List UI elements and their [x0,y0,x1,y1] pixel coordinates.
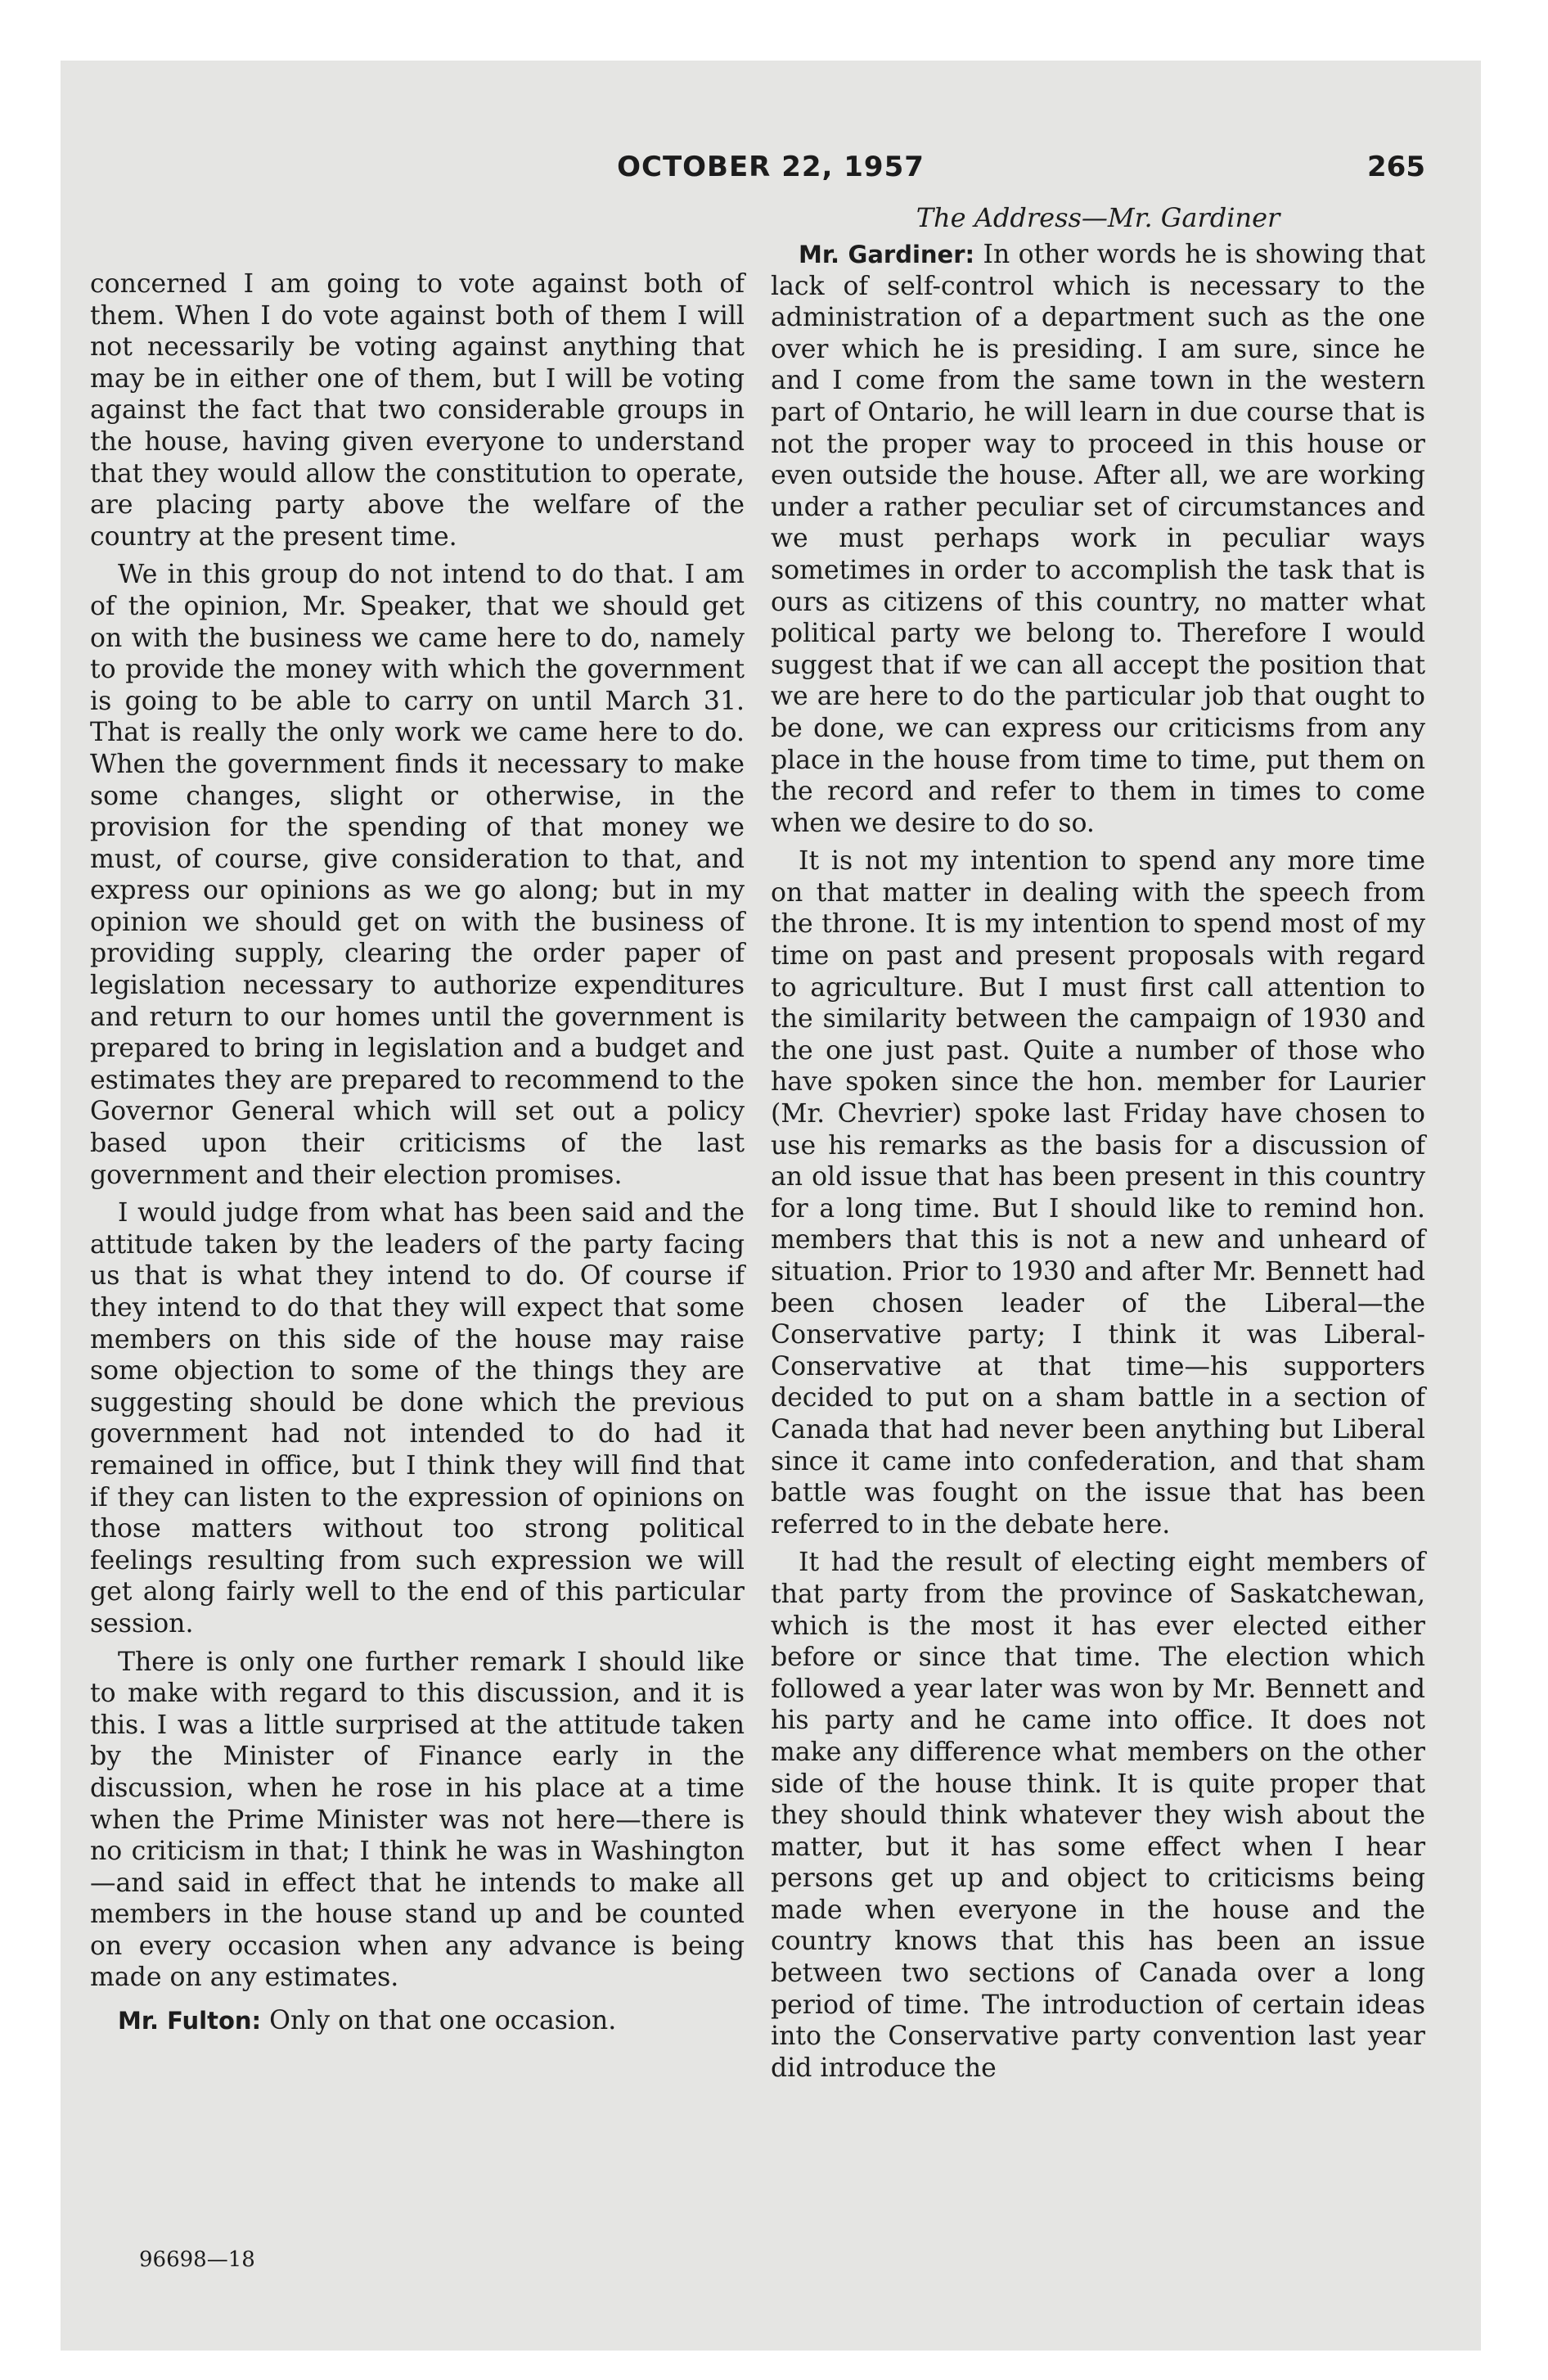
right-column [771,201,1425,2090]
gardiner-text: In other words he is showing that lack of self-control which is necessary to the administration of a department such as the one over which he is presiding. I am sure, since he and I come from the same town in the western part of Ontario, he will learn in due course that is not the proper way to proceed in this house or even outside the house. After all, we are working under a rather peculiar set of circumstances and we must perhaps work in peculiar ways sometimes in order to accomplish the task that is ours as citizens of this country, no matter what political party we belong to. Therefore I would suggest that if we can all accept the position that we are here to do the particular job that ought to be done, we can express our criticisms from any place in the house from time to time, put them on the record and refer to them in times to come when we desire to do so. [771,240,1425,838]
page-number: 265 [1367,151,1425,183]
page-header [61,151,1481,200]
speaker-fulton: Mr. Fulton: [118,2007,262,2035]
left-paragraph-1: concerned I am going to vote against both of them. When I do vote against both of them I will not necessarily be voting against anything that may be in either one of them, but I will be voting against the fact that two considerable groups in the house, having given everyone to understand that they would allow the constitution to operate, are placing party above the welfare of the country at the present time. [90,269,745,552]
left-paragraph-3: I would judge from what has been said and the attitude taken by the leaders of the party facing us that is what they intend to do. Of course if they intend to do that they will expect that some members on this side of the house may raise some objection to some of the things they are suggesting should be done which the previous government had not intended to do had it remained in office, but I think they will find that if they can listen to the expression of opinions on those matters without too strong political feelings resulting from such expression we will get along fairly well to the end of this particular session. [90,1198,745,1639]
left-paragraph-4: There is only one further remark I should like to make with regard to this discussion, and it is this. I was a little surprised at the attitude taken by the Minister of Finance early in the discussion, when he rose in his place at a time when the Prime Minister was not here—there is no criticism in that; I think he was in Washington—and said in effect that he intends to make all members in the house stand up and be counted on every occasion when any advance is being made on any estimates. [90,1647,745,1993]
header-date: OCTOBER 22, 1957 [617,151,925,183]
fulton-text: Only on that one occasion. [261,2006,617,2036]
right-paragraph-1 [771,239,1425,839]
fulton-interjection [90,2005,745,2037]
page-sheet [61,61,1481,2351]
right-paragraph-2: It is not my intention to spend any more time on that matter in dealing with the speech from the throne. It is my intention to spend most of my time on past and present proposals with regard to agriculture. But I must first call attention to the similarity between the campaign of 1930 and the one just past. Quite a number of those who have spoken since the hon. member for Laurier (Mr. Chevrier) spoke last Friday have chosen to use his remarks as the basis for a discussion of an old issue that has been present in this country for a long time. But I should like to remind hon. members that this is not a new and unheard of situation. Prior to 1930 and after Mr. Bennett had been chosen leader of the Liberal—the Conservative party; I think it was Liberal-Conservative at that time—his supporters decided to put on a sham battle in a section of Canada that had never been anything but Liberal since it came into confederation, and that sham battle was fought on the issue that has been referred to in the debate here. [771,846,1425,1539]
left-paragraph-2: We in this group do not intend to do that. I am of the opinion, Mr. Speaker, that we should get on with the business we came here to do, namely to provide the money with which the government is going to be able to carry on until March 31. That is really the only work we came here to do. When the government finds it necessary to make some changes, slight or otherwise, in the provision for the spending of that money we must, of course, give consideration to that, and express our opinions as we go along; but in my opinion we should get on with the business of providing supply, clearing the order paper of legislation necessary to authorize expenditures and return to our homes until the government is prepared to bring in legislation and a budget and estimates they are prepared to recommend to the Governor General which will set out a policy based upon their criticisms of the last government and their election promises. [90,560,745,1190]
speaker-gardiner: Mr. Gardiner: [799,241,975,268]
footer-code: 96698—18 [139,2247,255,2272]
left-column [90,268,745,2044]
right-paragraph-3: It had the result of electing eight members of that party from the province of Saskatchewan, which is the most it has ever elected either before or since that time. The election which followed a year later was won by Mr. Bennett and his party and he came into office. It does not make any difference what members on the other side of the house think. It is quite proper that they should think whatever they wish about the matter, but it has some effect when I hear persons get up and object to criticisms being made when everyone in the house and the country knows that this has been an issue between two sections of Canada over a long period of time. The introduction of certain ideas into the Conservative party convention last year did introduce the [771,1548,1425,2083]
running-head: The Address—Mr. Gardiner [916,202,1280,233]
